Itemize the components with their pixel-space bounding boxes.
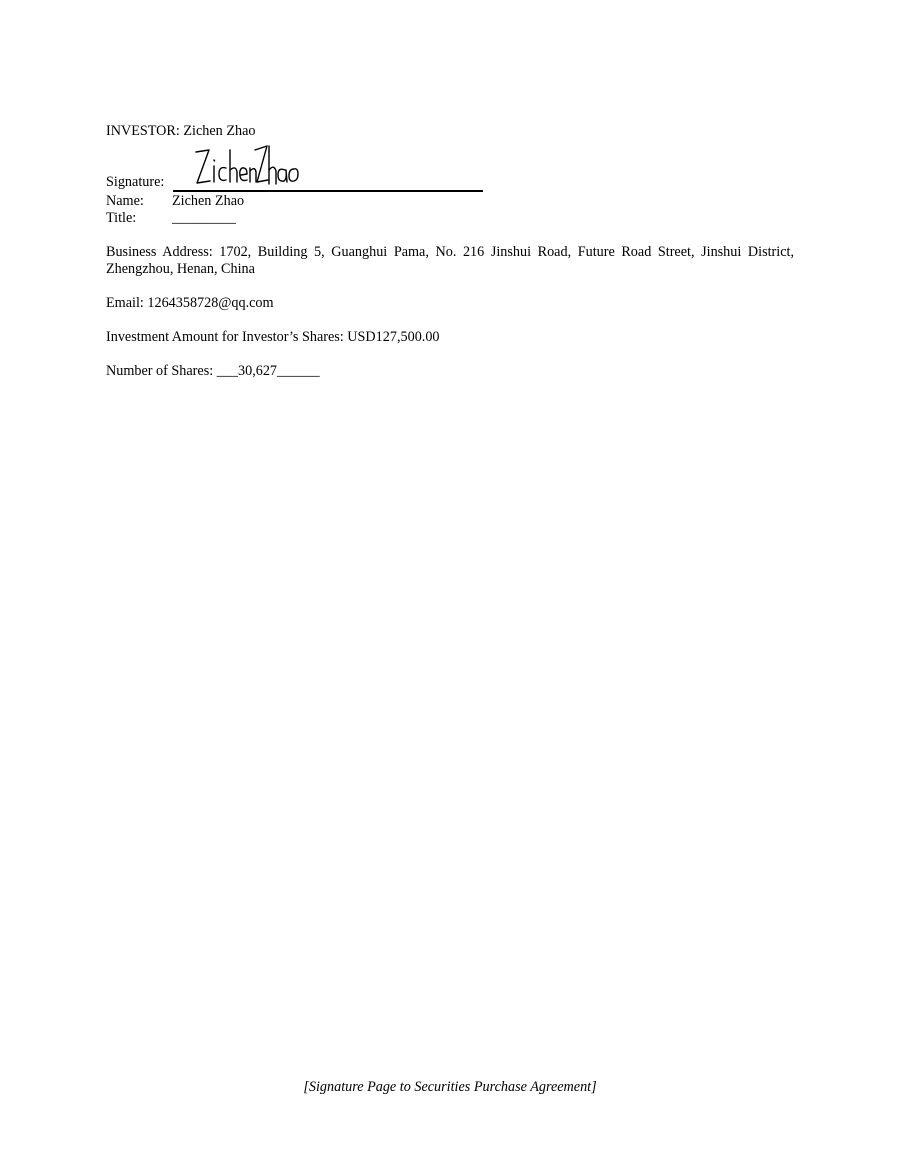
business-address-value: 1702, Building 5, Guanghui Pama, No. 216 Jinshui Road, Future Road Street, Jinshui District, Zhengzhou, Henan, China: [106, 244, 795, 277]
email-line: [106, 295, 274, 312]
title-value: _________: [172, 210, 236, 226]
business-address-label: Business Address:: [106, 244, 213, 260]
title-label: Title:: [106, 210, 137, 226]
name-value: Zichen Zhao: [172, 193, 245, 209]
number-of-shares-value: ___30,627______: [216, 363, 320, 379]
email-value: 1264358728@qq.com: [147, 295, 274, 311]
name-label: Name:: [106, 193, 144, 209]
handwritten-signature: [190, 138, 302, 192]
page-footer: [Signature Page to Securities Purchase Agreement]: [303, 1079, 597, 1095]
investor-label: INVESTOR:: [106, 123, 180, 139]
email-label: Email:: [106, 295, 144, 311]
number-of-shares-line: [106, 363, 320, 380]
signature-label: Signature:: [106, 174, 165, 190]
investment-amount-line: [106, 329, 440, 346]
signature-line: [173, 190, 483, 192]
investment-amount-label: Investment Amount for Investor’s Shares:: [106, 329, 344, 345]
investment-amount-value: USD127,500.00: [347, 329, 440, 345]
investor-name: Zichen Zhao: [183, 123, 256, 139]
number-of-shares-label: Number of Shares:: [106, 363, 214, 379]
business-address: [106, 244, 794, 278]
